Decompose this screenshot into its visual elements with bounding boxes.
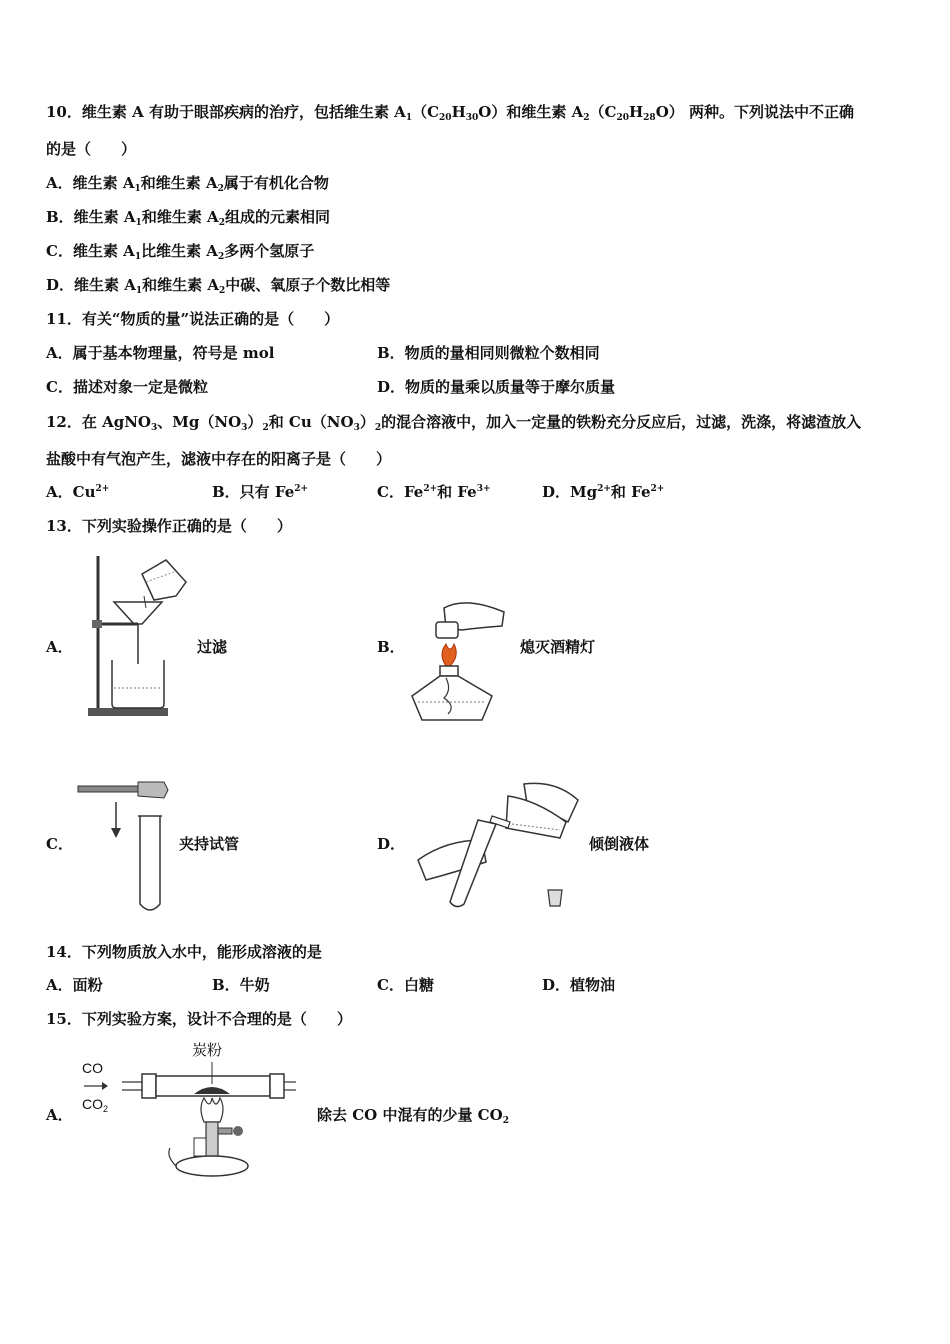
q12-stem-line1: 12．在 AgNO$_3$、$Mg(NO_3)_2$和 $Cu(NO_3)_2$的混合溶液中，加入一定量的铁粉充分反应后，过滤，洗涤，将滤渣放入 [46,413,862,433]
test-tube-holder-figure [76,776,172,916]
q11-stem: 11．有关“物质的量”说法正确的是（ ） [46,310,340,328]
q10-option-c: C．维生素 $A_1$比维生素 $A_2$多两个氢原子 [46,242,315,262]
q10-option-d: D．维生素 $A_1$和维生素 $A_2$中碳、氧原子个数比相等 [46,276,391,296]
q11-option-c: C．描述对象一定是微粒 [46,378,208,396]
q10-option-a: A．维生素 $A_1$和维生素 $A_2$属于有机化合物 [46,174,329,194]
q12-option-d: D．$Mg^{2+}$和 $Fe^{2+}$ [542,483,665,501]
co-inlet-label: CO [82,1060,103,1076]
carbon-tube-apparatus-drawing [80,1040,300,1182]
co2-inlet-label: $CO_2$ [82,1096,109,1114]
q12-option-c: C．$Fe^{2+}$和 $Fe^{3+}$ [377,483,491,501]
q14-option-d: D．植物油 [542,976,616,994]
q11-option-b: B．物质的量相同则微粒个数相同 [377,344,600,362]
q10-stem-line1: 10．维生素 A 有助于眼部疾病的治疗，包括维生素 $A_1(C_{20}H_{30}O)$和维生素 $A_2(C_{20}H_{28}O)$ 两种。下列说法中不正确 [46,103,854,123]
q10-stem-line2: 的是（ ） [46,140,137,158]
q13-option-a-letter: A． [46,638,73,656]
q13-option-a-label: 过滤 [197,638,228,656]
q14-option-b: B．牛奶 [212,976,270,994]
q13-stem: 13．下列实验操作正确的是（ ） [46,517,292,535]
q13-option-c-letter: C． [46,835,73,853]
q15-option-a-description: 除去 CO 中混有的少量 $CO_2$ [317,1106,509,1126]
q13-option-d-label: 倾倒液体 [589,835,650,853]
q14-option-c: C．白糖 [377,976,434,994]
pouring-liquid-figure [416,780,584,910]
q13-option-b-label: 熄灭酒精灯 [520,638,596,656]
carbon-powder-label: 炭粉 [192,1042,223,1059]
q12-stem-line2: 盐酸中有气泡产生，滤液中存在的阳离子是（ ） [46,450,392,468]
q12-option-a: A．$Cu^{2+}$ [46,483,110,501]
q11-option-d: D．物质的量乘以质量等于摩尔质量 [377,378,616,396]
q15-option-a-letter: A． [46,1106,73,1124]
alcohol-lamp-figure [406,598,516,722]
q12-option-b: B．只有 $Fe^{2+}$ [212,483,309,501]
q15-stem: 15．下列实验方案，设计不合理的是（ ） [46,1010,352,1028]
q13-option-b-letter: B． [377,638,405,656]
q13-option-d-letter: D． [377,835,406,853]
q14-option-a: A．面粉 [46,976,103,994]
q10-option-b: B．维生素 $A_1$和维生素 $A_2$组成的元素相同 [46,208,330,228]
filtration-apparatus-figure [84,552,194,720]
carbon-tube-apparatus-figure [80,1040,300,1182]
q14-stem: 14．下列物质放入水中，能形成溶液的是 [46,943,322,961]
q11-option-a: A．属于基本物理量，符号是 mol [46,344,275,362]
q13-option-c-label: 夹持试管 [179,835,240,853]
